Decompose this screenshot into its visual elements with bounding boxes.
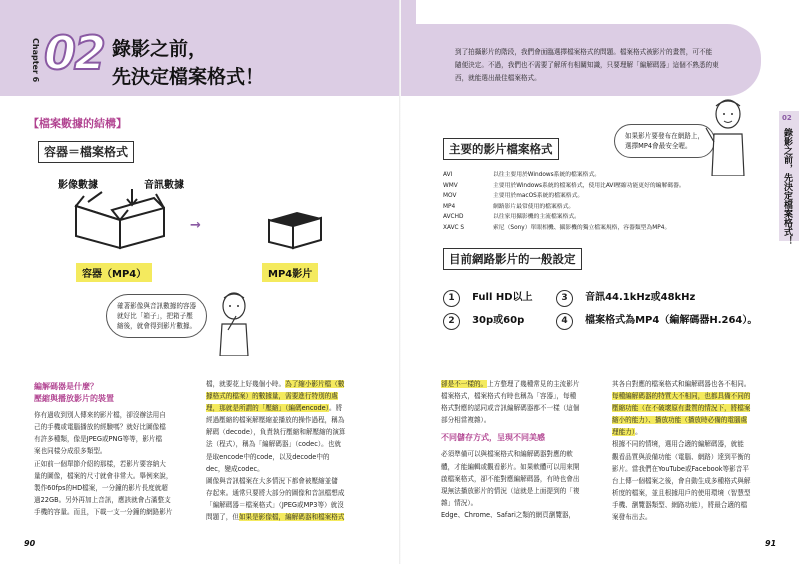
speech-bubble-left (106, 294, 207, 338)
format-row (443, 223, 685, 234)
text-line (612, 499, 776, 511)
text-line (612, 402, 776, 414)
text-line: 己的手機或電腦播放的經驗嗎？就好比圖像檔 (34, 423, 166, 432)
text-line (612, 487, 776, 499)
text-line (206, 438, 374, 450)
format-key: XAVC S (443, 224, 465, 231)
text-span: 是取encode中的code，以及decode中的 (206, 452, 330, 461)
article-left-column (34, 381, 198, 518)
setting-text: 音訊44.1kHz或48kHz (585, 292, 696, 303)
bubble-line: 縮後，就會得到影片數據。 (117, 322, 197, 330)
closed-box-icon (265, 208, 325, 252)
page-title-line1: 錄影之前， (112, 38, 208, 60)
text-line (441, 402, 601, 414)
setting-number: 1 (443, 290, 460, 307)
text-span: 存起來。通常只要將大部分的圖像和音訊檔想成 (206, 488, 345, 497)
format-row (443, 212, 685, 223)
text-span: 解碼（decode），負責執行壓縮和解壓縮的演算 (206, 428, 346, 437)
setting-text: 檔案格式為MP4（編解碼器H.264）。 (585, 315, 758, 326)
article-col3-text (441, 378, 601, 426)
text-line: 量的圖像，檔案的尺寸就會非常大。舉例來說， (34, 471, 173, 480)
text-line (612, 390, 776, 402)
main-formats-title: 主要的影片檔案格式 (443, 138, 559, 160)
text-line (612, 463, 776, 475)
format-key: WMV (443, 182, 458, 189)
text-line: 有許多種類，像是JPEG或PNG等等，影片檔 (34, 435, 163, 444)
text-line (206, 487, 374, 499)
text-line (206, 414, 374, 426)
text-line: 案也同樣分成很多類型。 (34, 447, 107, 456)
section-heading: 【檔案數據的結構】 (28, 117, 127, 130)
text-line (206, 378, 374, 390)
text-line (206, 402, 374, 414)
setting-1 (443, 285, 533, 307)
text-span: 手機、瀏覽器類型、網路功能），將最合適的檔 (612, 500, 748, 509)
format-row (443, 191, 685, 202)
bubble-line: 確著影像與音訊數據的容器 (117, 302, 197, 310)
text-line (441, 390, 601, 402)
article-col3 (441, 378, 601, 521)
highlighted-text: 據格式的檔案）的數據量，需要進行特別的處 (206, 392, 338, 401)
text-line: 啟檔案格式，卻不能對應編解碼器，有時也會出 (441, 474, 580, 483)
article-col4-text (612, 378, 776, 523)
highlighted-text: 如果是影像檔，編解碼器和檔案格式 (238, 513, 345, 522)
format-key: AVI (443, 172, 453, 178)
setting-number: 2 (443, 313, 460, 330)
formats-list (443, 170, 685, 234)
page-number-left: 90 (24, 539, 36, 548)
format-row (443, 170, 685, 181)
text-span: 檔，就要花上好幾個小時。 (206, 380, 286, 388)
text-line (206, 390, 374, 402)
container-label: 容器（MP4） (76, 263, 152, 282)
audio-data-label: 音訊數據 (144, 180, 184, 191)
text-line: 你有過收到別人傳來的影片檔，卻沒辦法用自 (34, 411, 166, 420)
text-span: 問題了，但 (206, 513, 239, 522)
text-span: 。 (635, 428, 642, 437)
setting-text: 30p或60p (472, 315, 525, 326)
text-span: 析度的檔案，並且根據用戶的使用環境（智慧型 (612, 488, 751, 497)
intro-text (455, 46, 740, 85)
format-desc: 主要用於Windows系統的檔案格式，使用比AVI壓縮功能更好的編解碼器。 (493, 182, 685, 189)
setting-2 (443, 308, 524, 330)
format-desc: 索尼（Sony）單眼相機、攝影機的獨立檔案規格，容器類型為MP4。 (493, 224, 671, 231)
text-line (612, 378, 776, 390)
setting-number: 3 (556, 290, 573, 307)
text-line (206, 426, 374, 438)
highlighted-text: 為了縮小影片檔（數 (285, 380, 345, 388)
format-desc: 主要用於macOS系統的檔案格式。 (493, 193, 584, 200)
pointing-man-illustration (704, 98, 750, 176)
text-span: 檔案格式，檔案格式有時也稱為「容器」，每種 (441, 392, 577, 401)
text-line: 正如前一個單節介紹的那樣，若影片要容納大 (34, 459, 166, 468)
arrow-down-icon (122, 187, 142, 209)
article-col3-heading: 不同儲存方式，呈現不同美感 (441, 433, 545, 443)
text-line (206, 475, 374, 487)
format-desc: 網路影片最常使用的檔案格式。 (493, 203, 575, 210)
text-line (612, 426, 776, 438)
text-line: 製作60fps的HD檔案，一分鐘的影片長度就超 (34, 483, 168, 492)
page-title-line2: 先決定檔案格式！ (112, 66, 265, 88)
text-span: 台上傳一個檔案之後，會自動生成多種格式與解 (612, 476, 751, 485)
format-row (443, 181, 685, 192)
article-subheading: 壓縮與播放影片的裝置 (34, 394, 114, 404)
video-data-label: 影像數據 (58, 180, 98, 191)
text-span: 圖像與音訊檔案在大多情況下都會被壓縮並儲 (206, 476, 338, 485)
text-span: 。將 (329, 404, 343, 413)
highlighted-text: 每種編解碼器的特質大不相同，也都具備不同的 (612, 392, 751, 401)
format-key: MOV (443, 193, 457, 200)
highlighted-text: 卻是不一樣的。 (441, 380, 488, 388)
text-line (612, 475, 776, 487)
highlighted-text: 理，那就是所謂的「壓縮」（編碼encode） (206, 404, 330, 413)
highlighted-text: 理能力） (612, 428, 636, 437)
text-line (206, 499, 374, 511)
format-row (443, 202, 685, 213)
arrow-right-icon: → (190, 218, 201, 233)
setting-text: Full HD以上 (472, 292, 533, 303)
article-col3-tail (441, 448, 601, 521)
intro-line: 西，就能選出最佳檔案格式。 (455, 74, 541, 82)
mp4-label: MP4影片 (262, 263, 318, 282)
text-span: 其各自對應的檔案格式和編解碼器也各不相同。 (612, 380, 751, 388)
bubble-line: 就好比「箱子」，把箱子壓 (117, 312, 193, 320)
text-span: 經過壓縮的檔案解壓縮並播放的操作過程，稱為 (206, 416, 345, 425)
text-line: 雜」情況）。 (441, 498, 478, 507)
thinking-man-illustration (214, 290, 254, 356)
text-line: 現無法播放影片的情況（這就是上面提到的「複 (441, 486, 580, 495)
text-line (612, 451, 776, 463)
text-span: 上方整理了幾種常見的主流影片 (487, 380, 580, 388)
format-desc: 以往家用攝影機的主流檔案格式。 (493, 214, 580, 221)
text-span: 觀看品質與設備功能（電腦、網路）達到平衡的 (612, 452, 751, 461)
format-key: MP4 (443, 203, 456, 210)
setting-4 (556, 308, 757, 330)
article-heading: 編解碼器是什麼？ (34, 382, 98, 391)
settings-title: 目前網路影片的一般設定 (443, 248, 582, 270)
text-line (441, 378, 601, 390)
text-span: 法（程式），稱為「編解碼器」（codec）。也就 (206, 440, 341, 449)
text-line: 過22GB。另外再加上音訊，應該就會占滿整支 (34, 495, 171, 504)
text-line: 體，才能編輯或觀看影片。如果軟體可以用來開 (441, 462, 580, 471)
intro-line: 隨便決定。不過，我們也不需要了解所有相關知識，只要理解「編解碼器」這個不熟悉的東 (455, 61, 719, 69)
bubble-line: 選擇MP4會最安全喔。 (625, 142, 692, 150)
setting-3 (556, 285, 695, 307)
text-line (206, 463, 374, 475)
page-fold (399, 0, 401, 564)
text-span: 部分相當複雜）。 (441, 416, 491, 425)
text-span: 案發布出去。 (612, 513, 652, 522)
chapter-number: 02 (44, 26, 105, 80)
text-line (612, 414, 776, 426)
article-col1-text (34, 409, 198, 518)
text-line (612, 511, 776, 523)
format-key: AVCHD (443, 214, 464, 221)
bubble-line: 如果影片要發布在網路上， (625, 132, 705, 140)
setting-number: 4 (556, 313, 573, 330)
text-span: 根據不同的情境，選用合適的編解碼器，就能 (612, 440, 744, 449)
text-line (441, 414, 601, 426)
article-col2-text (206, 378, 374, 523)
text-span: dec，變成codec。 (206, 464, 264, 473)
chapter-label: Chapter 6 (31, 38, 40, 83)
intro-line: 到了拍攝影片的階段，我們會面臨選擇檔案格式的問題。檔案格式被影片的畫質，可不能 (455, 48, 713, 56)
text-line: 必須準備可以與檔案格式和編解碼器對應的軟 (441, 450, 573, 459)
side-tab-label: 錄影之前，先決定檔案格式！ (782, 128, 792, 245)
text-line (612, 438, 776, 450)
text-line (206, 451, 374, 463)
text-span: 「編解碼器＝檔案格式」（JPEG或MP3等）就沒 (206, 500, 344, 509)
text-span: 格式對應的認同或音訊編解碼器都不一樣（這個 (441, 404, 580, 413)
format-desc: 以往主要用於Windows系統的檔案格式。 (493, 172, 601, 178)
text-line: 手機的容量。而且，下載一支一分鐘的網路影片 (34, 507, 173, 516)
open-box-icon (70, 190, 170, 252)
text-span: 影片。當我們在YouTube或Facebook等影音平 (612, 464, 749, 473)
side-tab-number: 02 (782, 114, 792, 122)
text-line (206, 511, 374, 523)
equation-box: 容器＝檔案格式 (38, 141, 134, 163)
speech-bubble-right (614, 124, 715, 158)
text-line: Edge、Chrome、Safari之類的網頁瀏覽器， (441, 510, 576, 519)
highlighted-text: 壓縮功能（在不破壞原有畫質的情況下，將檔案 (612, 404, 751, 413)
page-number-right: 91 (765, 539, 777, 548)
highlighted-text: 縮小的能力）、播放功能（播放時必備的電腦處 (612, 416, 748, 425)
